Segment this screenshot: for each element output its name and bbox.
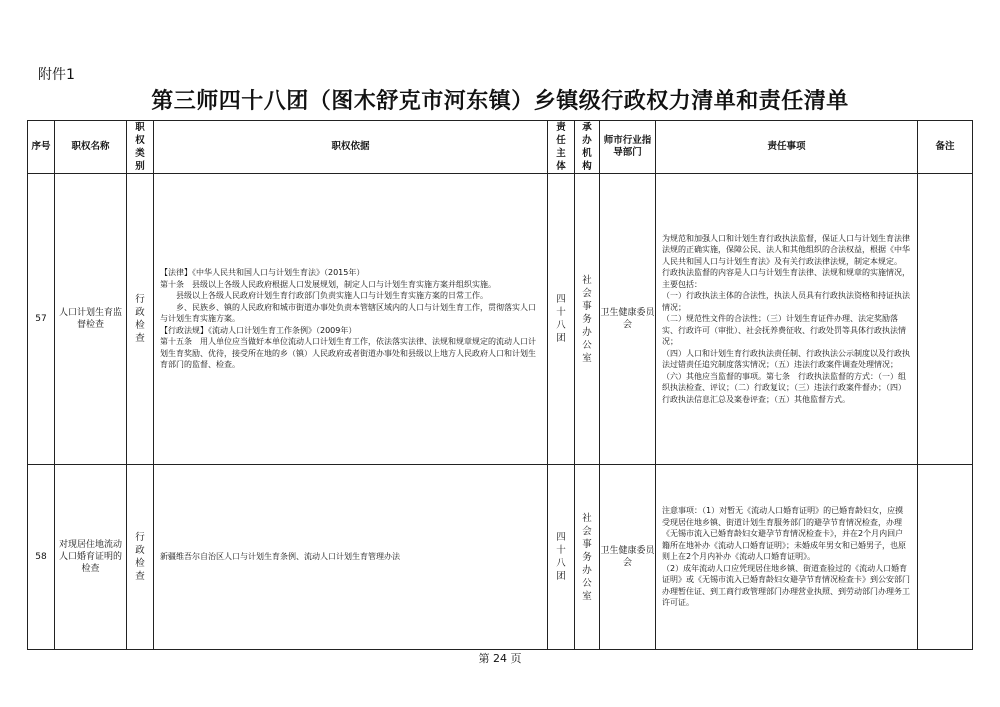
row-type — [127, 465, 154, 650]
page-title: 第三师四十八团（图木舒克市河东镇）乡镇级行政权力清单和责任清单 — [151, 88, 849, 114]
header-type-text: 职权类别 — [135, 122, 145, 172]
attachment-label: 附件1 — [38, 67, 75, 83]
row-name: 对现居住地流动人口婚育证明的检查 — [55, 465, 127, 650]
header-subject-text: 责任主体 — [556, 122, 566, 172]
row-type-text: 行政检查 — [135, 532, 145, 582]
header-basis: 职权依据 — [154, 121, 548, 174]
row-subject-text: 四十八团 — [556, 532, 566, 582]
row-agency-text: 社会事务办公室 — [582, 274, 592, 364]
row-basis: 【法律】《中华人民共和国人口与计划生育法》（2015年） 第十条 县级以上各级人民政府根据人口发展规划，制定人口与计划生育实施方案并组织实施。 县级以上各级人民政府计划生育行政部门负责实施人口与计划生育实施方案的日常工作。 乡、民族乡、镇的人民政府和城市街道办事处负责本管辖区域内的人口与计划生育工作，贯彻落实人口与计划生育实施方案。 【行政法规】《流动人口计划生育工作条例》（2009年） 第十五条 用人单位应当做好本单位流动人口计划生育工作，依法落实法律、法规和规章规定的流动人口计划生育奖励、优待，接受所在地的乡（镇）人民政府或者街道办事处和县级以上地方人民政府人口和计划生育部门的监督、检查。 — [154, 174, 548, 465]
header-row — [28, 121, 973, 174]
header-seq: 序号 — [28, 121, 55, 174]
row-agency — [575, 465, 600, 650]
row-basis: 新疆维吾尔自治区人口与计划生育条例、流动人口计划生育管理办法 — [154, 465, 548, 650]
header-subject — [548, 121, 575, 174]
power-responsibility-table — [27, 120, 973, 650]
header-name: 职权名称 — [55, 121, 127, 174]
row-type-text: 行政检查 — [135, 294, 145, 344]
table-row — [28, 465, 973, 650]
page-number: 第 24 页 — [478, 652, 522, 665]
row-seq: 57 — [28, 174, 55, 465]
header-agency — [575, 121, 600, 174]
header-remark: 备注 — [918, 121, 973, 174]
header-type — [127, 121, 154, 174]
row-type — [127, 174, 154, 465]
row-dept: 卫生健康委员会 — [600, 465, 656, 650]
row-agency — [575, 174, 600, 465]
row-name: 人口计划生育监督检查 — [55, 174, 127, 465]
header-dept: 师市行业指导部门 — [600, 121, 656, 174]
row-resp: 注意事项：（1）对暂无《流动人口婚育证明》的已婚育龄妇女，应摸受现居住地乡镇、街道计划生育服务部门的避孕节育情况检查，办理《无锡市流入已婚育龄妇女避孕节育情况检查卡》，并在2个月内回户籍所在地补办《流动人口婚育证明》；未婚成年男女和已婚男子，也原则上在2个月内补办《流动人口婚育证明》。 （2）成年流动人口应凭现居住地乡镇、街道查验过的《流动人口婚育证明》或《无锡市流入已婚育龄妇女避孕节育情况检查卡》到公安部门办理暂住证、到工商行政管理部门办理营业执照、到劳动部门办理务工许可证。 — [656, 465, 918, 650]
row-remark — [918, 465, 973, 650]
row-seq: 58 — [28, 465, 55, 650]
row-resp: 为规范和加强人口和计划生育行政执法监督，保证人口与计划生育法律法规的正确实施，保障公民、法人和其他组织的合法权益，根据《中华人民共和国人口与计划生育法》及有关行政法律法规，制定本规定。 行政执法监督的内容是人口与计划生育法律、法规和规章的实施情况，主要包括： （一）行政执法主体的合法性，执法人员具有行政执法资格和持证执法情况； （二）规范性文件的合法性；（三）计划生育证件办理、法定奖励落实、行政许可（审批）、社会抚养费征收、行政处罚等具体行政执法情况； （四）人口和计划生育行政执法责任制、行政执法公示制度以及行政执法过错责任追究制度落实情况；（五）违法行政案件调查处理情况；（六）其他应当监督的事项。第七条 行政执法监督的方式：（一）组织执法检查、评议；（二）行政复议；（三）违法行政案件督办；（四）行政执法信息汇总及案卷评查；（五）其他监督方式。 — [656, 174, 918, 465]
row-subject-text: 四十八团 — [556, 294, 566, 344]
row-subject — [548, 174, 575, 465]
row-subject — [548, 465, 575, 650]
row-agency-text: 社会事务办公室 — [582, 512, 592, 602]
table-row — [28, 174, 973, 465]
row-remark — [918, 174, 973, 465]
header-resp: 责任事项 — [656, 121, 918, 174]
header-agency-text: 承办机构 — [582, 122, 592, 172]
row-dept: 卫生健康委员会 — [600, 174, 656, 465]
